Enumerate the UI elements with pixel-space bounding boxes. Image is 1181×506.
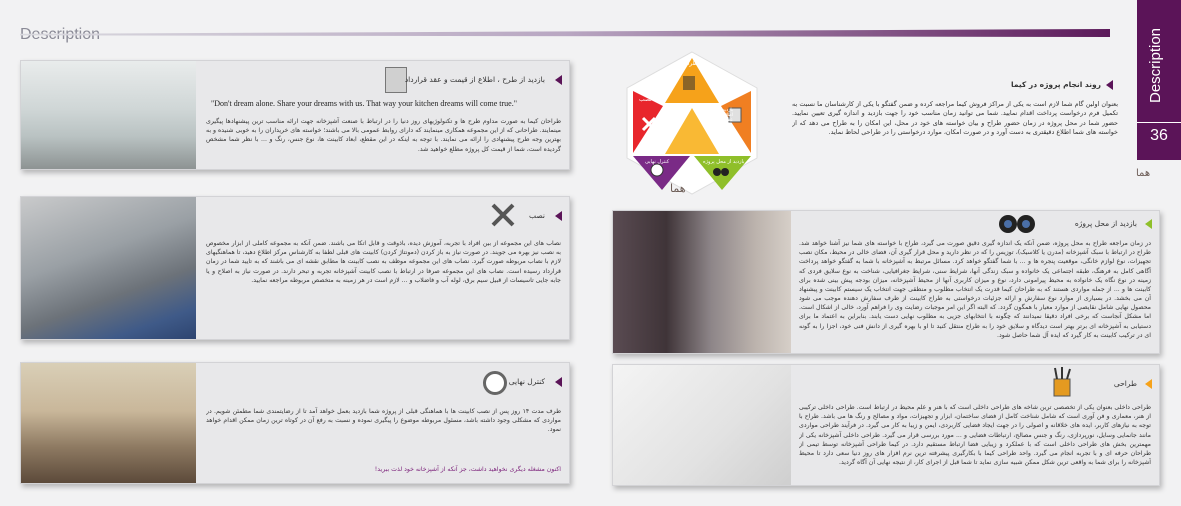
intro-arrow xyxy=(1106,80,1113,90)
panel-closing: اکنون مشغله دیگری نخواهید داشت، جز آنکه از آشپزخانه خود لذت ببرید! xyxy=(374,466,561,473)
panel-arrow xyxy=(555,75,562,85)
calculator-icon xyxy=(385,67,407,93)
panel-body: طرف مدت ۱۴ روز پس از نصب کابینت ها با هماهنگی قبلی از پروژه شما بازدید بعمل خواهد آمد تا از رضایتمندی شما مطمئن شویم. در مواردی که مشکلی وجود داشته باشد، مسئول مربوطه موضوع را پیگیری نموده و نسبت به رفع آن در کوتاه ترین زمان ممکن اقدام خواهد نمود. xyxy=(206,408,561,434)
photo-cream-kitchen xyxy=(21,363,196,483)
panel-body: نصاب های این مجموعه از بین افراد با تجربه، آموزش دیده، باذوقت و قابل اتکا می باشند. ضمن آنکه به مجموعه کاملی از ابزار مخصوص به نصب نیز بهره می جویند. در صورت نیاز به باز کردن (دمونتاژ کردن) کابینت های قبلی لطفا به کارشناس مرکز اطلاع دهید، تا هماهنگیهای لازم با نصاب مربوطه صورت گیرد. نصاب های این مجموعه موظف به نصب کابینت ها مطابق نقشه ای می باشند که به تایید شما در زمان قرارداد رسیده است. نصاب های این مجموعه صرفا در ارتباط با نصب کابینت آشپزخانه تجربه و تبحر دارند. در صورت نیاز به اصلاح و یا جابه جایی تاسیسات از قبیل سیم برق، لوله آب و فاضلاب و ... لازم است در هر زمینه به متخصص مربوطه مراجعه نمایید. xyxy=(206,240,561,284)
brand-logo-small: ﻫﻤﺎ xyxy=(1136,168,1151,179)
intro-body: بعنوان اولین گام شما لازم است به یکی از مراکز فروش کیما مراجعه کرده و ضمن گفتگو با یکی از کارشناسان ما نسبت به تکمیل فرم درخواست پرداخت اقدام نمایید. شما می توانید زمان مناسب خود را جهت بازدید و اندازه گیری تعیین نمایید. حضور شما در محل پروژه در زمان حضور طراح و بیان خواسته های خود در محل، این امکان را به طراح می دهد که از خواسته های شما اطلاع دقیقتری به دست آورد و در صورت امکان، موارد درخواستی را در طراحی لحاظ نماید. xyxy=(792,100,1118,137)
panel-arrow xyxy=(555,377,562,387)
segment-label-contract: بازدید از طرح ، اطلاع از قیمت و عقد قرارداد xyxy=(702,108,733,123)
photo-kitchen-sketch xyxy=(613,365,791,485)
panel-heading: بازدید از محل پروژه xyxy=(1074,219,1137,228)
photo-man-kitchen xyxy=(613,211,791,353)
magnifier-icon xyxy=(651,164,663,176)
panel-arrow xyxy=(555,211,562,221)
panel-contract xyxy=(20,60,570,170)
page-number: 36 xyxy=(1137,122,1181,145)
process-diagram-svg xyxy=(617,48,767,198)
pencil-cup-icon xyxy=(1051,367,1073,397)
binoculars-icon xyxy=(713,168,721,176)
header-divider xyxy=(20,29,1110,37)
panel-heading: طراحی xyxy=(1113,379,1137,388)
process-diagram xyxy=(617,48,767,198)
panel-heading: بازدید از طرح ، اطلاع از قیمت و عقد قرارداد xyxy=(404,75,545,84)
panel-site-visit xyxy=(612,210,1160,354)
panel-arrow xyxy=(1145,379,1152,389)
photo-faucet xyxy=(21,197,196,339)
magnifier-icon xyxy=(483,371,507,395)
tools-icon xyxy=(489,201,517,229)
intro-heading: روند انجام پروژه در کیما xyxy=(1011,80,1101,89)
quote-text: "Don't dream alone. Share your dreams with us. That way your kitchen dreams will come true." xyxy=(211,99,517,108)
panel-body: در زمان مراجعه طراح به محل پروژه، ضمن آنکه یک اندازه گیری دقیق صورت می گیرد، طراح با خواسته های شما نیز آشنا خواهد شد. طراح در ارتباط با سبک آشپزخانه (مدرن یا کلاسیک)، توزیس را که در نظر دارید و محل قرار گیری آن، فضای خالی در محیط، مکان نصب تجهیزات، نوع لوازم خانگی، موقعیت پنجره ها و ... با شما گفتگو خواهد کرد. مسائل مرتبط به آشپزخانه با شما به گفتگو خواهد پرداخت آگاهی کامل به فرهنگ، طبقه اجتماعی یک خانواده و سبک زندگی آنها، شرایط سنی، شرایط جغرافیایی، شناخت به نوع سلایق فردی که زمینه در نوع نگاه یک خانواده به محیط پیرامونی دارد، نوع و میزان کاربری آنها از محیط آشپزخانه، میزان بودجه پیش بینی شده برای کابینت ها و ... از جمله مواردی هستند که به طراحان کیما قدرت یک انتخاب مطلوب و منطقی جهت انتخاب یک سیستم کابینت و پیشنهاد آن می بخشد. در بسیاری از موارد نوع سفارش و ارائه جزئیات درخواستی به طراح کابینت از طرف سفارش دهنده موجب می شود محصول نهایی شامل نقایصی از موارد معیار با همگون گردد. که البته اگر این امر موجبات رضایت وی را فراهم آورد، خالی از اشکال است. اما مشکل آنجاست که برخی افراد دقیقا نمیدانند که چگونه با انتخابهای جزیی به مطلوب نهایی دست یابند. بنابراین به اعتماد ما برای دستیابی به آشپزخانه ای برتر بهتر است دیدگاه و سلایق خود را به طراح منتقل کنید تا او با بهره گیری از دانش فنی خود، اجزا را به گونه ای در ترکیب کابینت به کار گیرد که ایده آل شما حاصل شود. xyxy=(799,240,1151,339)
panel-body: طراحان کیما به صورت مداوم طرح ها و تکنولوژیهای روز دنیا را در ارتباط با صنعت آشپزخانه جهت ارائه مناسب ترین پیشنهادها پیگیری مینمایند. طراحانی که از این مجموعه همکاری مینمایند که دارای روابط عمومی بالا می باشند؛ خواسته های خریداران را به خوبی شنیده و به بهترین وجه طرح پیشنهادی را ارائه می نمایند. با توجه به اینکه در این مقطع، ابعاد کابینت ها، نوع جنس، رنگ و ... با نظر شما مشخص گردیده است، شما از قیمت کل پروژه مطلع خواهید شد. xyxy=(206,118,561,153)
brand-logo: ﻫﻤﺎ xyxy=(670,182,686,195)
panel-final xyxy=(20,362,570,484)
panel-heading: نصب xyxy=(529,211,545,220)
panel-arrow xyxy=(1145,219,1152,229)
panel-design xyxy=(612,364,1160,486)
pencil-cup-icon xyxy=(683,76,695,90)
binoculars-icon xyxy=(997,213,1037,235)
segment-label-install: نصب xyxy=(639,96,652,103)
segment-label-visit: بازدید از محل پروژه xyxy=(703,159,745,165)
section-tab-title: Description xyxy=(1147,27,1164,103)
panel-heading: کنترل نهایی xyxy=(508,377,545,386)
panel-body: طراحی داخلی بعنوان یکی از تخصصی ترین شاخه های طراحی داخلی است که با هنر و علم محیط در ارتباط است. طراحی داخلی ترکیبی از هنر، معماری و فن آوری است که شامل شناخت کامل از فضای ساختمان، ابزار و تجهیزات، مواد و مصالح و رنگ ها می باشد. طراح با توجه به نیازهای کاربر، ایده های خلاقانه و اصولی را در جهت ایجاد فضایی کاربردی، ایمن و زیبا به کار می گیرد. در فرآیند طراحی مواردی مانند جانمایی وسایل، نورپردازی، رنگ و جنس مصالح، ارتباطات فضایی و ... مورد بررسی قرار می گیرد. طراحی داخلی آشپزخانه یکی از مهمترین بخش های طراحی داخلی است که با عملکرد و زیبایی فضا ارتباط مستقیم دارد. در کیما طراحی آشپزخانه توسط تیمی از طراحان حرفه ای و با تجربه انجام می گیرد. واحد طراحی کیما با بکارگیری پیشرفته ترین نرم افزار های روز دنیا سعی دارد تا محیط آشپزخانه را برای شما به واقعی ترین شکل ممکن شبیه سازی نماید تا شما قبل از اجرای کار، از نتیجه نهایی آن آگاه گردید. xyxy=(799,404,1151,467)
panel-install xyxy=(20,196,570,340)
segment-label-final: کنترل نهایی xyxy=(645,159,670,165)
photo-white-kitchen xyxy=(21,61,196,169)
segment-label-design: طراحی xyxy=(679,60,698,67)
